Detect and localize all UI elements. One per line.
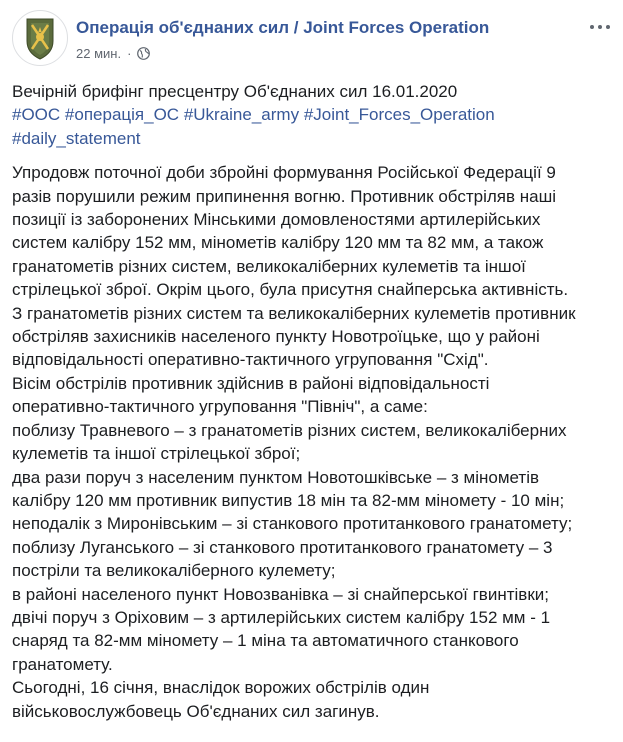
post-header	[12, 10, 612, 66]
post-line: оперативно-тактичного угруповання "Північ", а саме:	[12, 397, 428, 417]
post-line: Упродовж поточної доби збройні формування Російської Федерації 9	[12, 163, 556, 183]
globe-icon[interactable]	[137, 47, 150, 60]
post-body	[12, 161, 614, 723]
post-line: неподалік з Миронівським – зі станкового протитанкового гранатомету;	[12, 514, 573, 534]
post-line: гранатомету.	[12, 654, 113, 674]
hashtag-link[interactable]: #daily_statement	[12, 128, 141, 148]
post-content	[12, 80, 614, 723]
page-avatar[interactable]	[12, 10, 68, 66]
post-line: Вісім обстрілів противник здійснив в районі відповідальності	[12, 373, 490, 393]
post-line: двічі поруч з Оріховим – з артилерійських систем калібру 152 мм - 1	[12, 607, 551, 627]
post-line: кулеметів та іншої стрілецької зброї;	[12, 444, 301, 464]
post-line: поблизу Луганського – зі станкового протитанкового гранатомету – 3	[12, 537, 553, 557]
post-line: снаряд та 82-мм міномету – 1 міна та автоматичного станкового	[12, 631, 519, 651]
hashtag-link[interactable]: #Ukraine_army	[183, 105, 300, 125]
post-line: поблизу Травневого – з гранатометів різних систем, великокаліберних	[12, 420, 567, 440]
post-line: З гранатометів різних систем та великокаліберних кулеметів противник	[12, 303, 576, 323]
hashtag-link[interactable]: #операція_ОС	[64, 105, 180, 125]
post-line: позиції із заборонених Мінськими домовленостями артилерійських	[12, 210, 541, 230]
post-title: Вечірній брифінг пресцентру Об'єднаних сил 16.01.2020	[12, 82, 458, 101]
post-line: два рази поруч з населеним пунктом Новотошківське – з мінометів	[12, 467, 540, 487]
post-line: військовослужбовець Об'єднаних сил загинув.	[12, 701, 380, 721]
joint-forces-emblem-icon	[13, 11, 67, 65]
hashtag-link[interactable]: #ООС	[12, 105, 61, 125]
post-line: обстріляв захисників населеного пункту Новотроїцьке, що у районі	[12, 327, 540, 347]
post-meta	[76, 46, 150, 61]
post-line: гранатометів різних систем, великокаліберних кулеметів та іншої	[12, 256, 526, 276]
post-line: постріли та великокаліберного кулемету;	[12, 561, 336, 581]
more-options-icon[interactable]	[590, 22, 610, 32]
meta-separator: ·	[127, 46, 132, 61]
hashtag-link[interactable]: #Joint_Forces_Operation	[303, 105, 495, 125]
hashtags	[12, 103, 614, 150]
post-line: в районі населеного пункт Новозванівка – зі снайперської гвинтівки;	[12, 584, 549, 604]
post-line: систем калібру 152 мм, мінометів калібру 120 мм та 82 мм, а також	[12, 233, 544, 253]
post-timestamp[interactable]: 22 мин.	[76, 46, 122, 61]
post-line: відповідальності оперативно-тактичного угруповання "Схід".	[12, 350, 489, 370]
post-line: разів порушили режим припинення вогню. Противник обстріляв наші	[12, 186, 556, 206]
post-line: Сьогодні, 16 січня, внаслідок ворожих обстрілів один	[12, 678, 430, 698]
post-line: стрілецької зброї. Окрім цього, була присутня снайперська активність.	[12, 280, 569, 300]
page-name-link[interactable]: Операція об'єднаних сил / Joint Forces Operation	[76, 18, 490, 37]
post-line: калібру 120 мм противник випустив 18 мін та 82-мм мінометy - 10 мін;	[12, 490, 565, 510]
